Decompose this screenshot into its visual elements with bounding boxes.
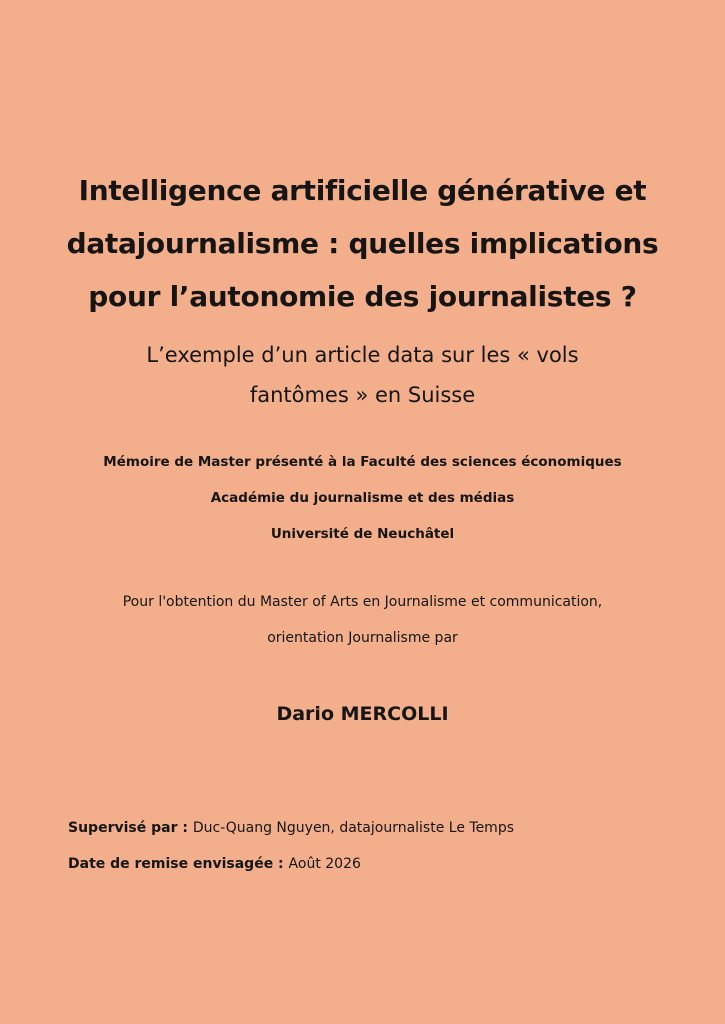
degree-purpose bbox=[40, 584, 685, 656]
supervisor-value: Duc-Quang Nguyen, datajournaliste Le Temps bbox=[192, 820, 515, 836]
thesis-subtitle-line-2: fantômes » en Suisse bbox=[249, 383, 476, 408]
thesis-presentation-line: Mémoire de Master présenté à la Faculté des sciences économiques bbox=[103, 454, 622, 470]
thesis-subtitle-line-1: L’exemple d’un article data sur les « vols bbox=[146, 343, 579, 368]
degree-purpose-line-1: Pour l'obtention du Master of Arts en Journalisme et communication, bbox=[122, 594, 603, 610]
submission-date-label: Date de remise envisagée : bbox=[68, 856, 289, 872]
thesis-subtitle bbox=[60, 335, 665, 415]
thesis-meta bbox=[68, 810, 688, 882]
supervisor-row bbox=[68, 810, 688, 846]
thesis-title-line-2: datajournalisme : quelles implications bbox=[66, 227, 659, 260]
supervisor-label: Supervisé par : bbox=[68, 820, 193, 836]
thesis-title bbox=[40, 164, 685, 323]
submission-date-row bbox=[68, 846, 688, 882]
author-name: Dario MERCOLLI bbox=[276, 703, 449, 725]
degree-purpose-line-2: orientation Journalisme par bbox=[267, 630, 458, 646]
submission-date-value: Août 2026 bbox=[288, 856, 361, 872]
thesis-title-line-3: pour l’autonomie des journalistes ? bbox=[88, 280, 637, 313]
academy-name: Académie du journalisme et des médias bbox=[210, 490, 515, 506]
institution-block bbox=[40, 444, 685, 552]
university-name: Université de Neuchâtel bbox=[270, 526, 455, 542]
thesis-title-line-1: Intelligence artificielle générative et bbox=[78, 174, 647, 207]
